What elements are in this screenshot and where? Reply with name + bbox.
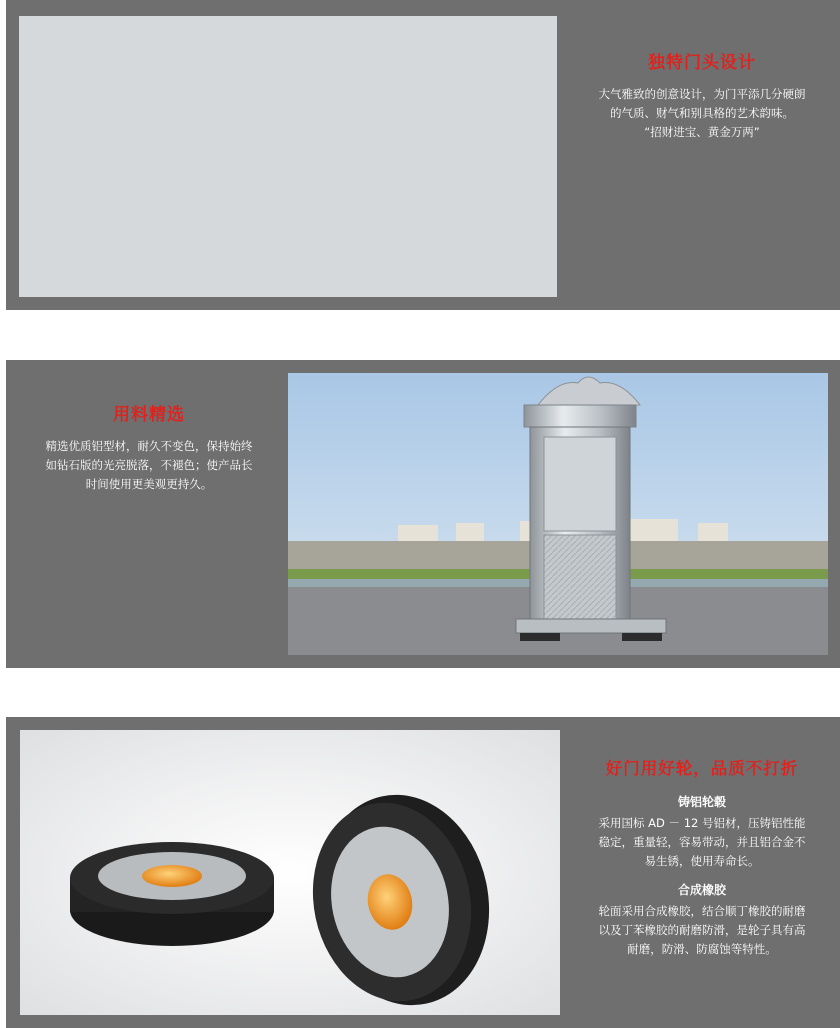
body-line: 易生锈，使用寿命长。 (644, 854, 760, 868)
section-body (574, 902, 830, 959)
section-body (574, 814, 830, 871)
section-title: 独特门头设计 (648, 53, 756, 73)
section-body (576, 85, 828, 142)
section-text (14, 400, 284, 494)
section-title: 好门用好轮，品质不打折 (605, 759, 799, 778)
body-line: 以及丁苯橡胶的耐磨防滑，是轮子具有高 (598, 923, 806, 937)
section-title: 用料精选 (113, 405, 185, 425)
body-line: 的气质、财气和别具格的艺术韵味。 (610, 106, 794, 120)
body-line: “招财进宝、黄金万两” (644, 125, 760, 139)
body-line: 精选优质铝型材，耐久不变色，保持始终 (45, 439, 253, 453)
body-line: 稳定，重量轻，容易带动，并且铝合金不 (598, 835, 806, 849)
wheels-illustration (20, 730, 560, 1015)
image-placeholder (19, 16, 557, 297)
product-photo-wheels (20, 730, 560, 1015)
subheading-hub: 铸铝轮毂 (677, 795, 726, 809)
section-body (14, 437, 284, 494)
body-line: 大气雅致的创意设计，为门平添几分硬朗 (598, 87, 806, 101)
subheading-rubber: 合成橡胶 (677, 883, 726, 897)
body-line: 耐磨，防滑、防腐蚀等特性。 (627, 942, 777, 956)
body-line: 轮面采用合成橡胶，结合顺丁橡胶的耐磨 (598, 904, 806, 918)
body-line: 时间使用更美观更持久。 (85, 477, 213, 491)
section-text (574, 755, 830, 959)
body-line: 采用国标 AD － 12 号铝材，压铸铝性能 (598, 816, 806, 830)
product-photo-door (288, 373, 828, 655)
body-line: 如钻石版的光亮脱落，不褪色；使产品长 (45, 458, 253, 472)
section-wheels (6, 717, 840, 1028)
door-photo-illustration (288, 373, 828, 655)
section-text (576, 48, 828, 142)
section-materials (6, 360, 840, 668)
section-door-design (6, 0, 840, 310)
